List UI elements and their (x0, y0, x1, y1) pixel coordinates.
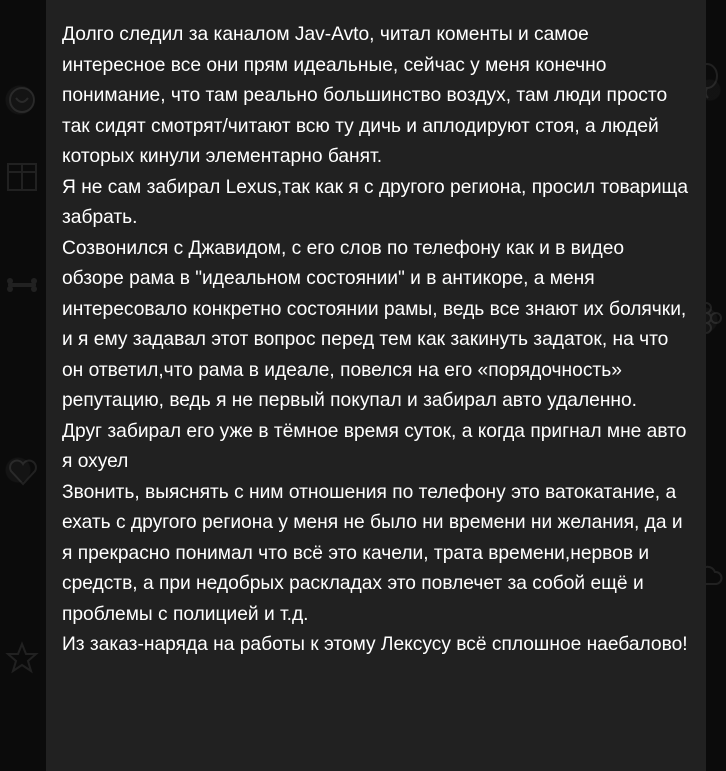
message-paragraph: Из заказ-наряда на работы к этому Лексусу всё сплошное наебалово! (62, 634, 688, 655)
doodle-icon (4, 80, 40, 120)
message-paragraph: Долго следил за каналом Jav-Avto, читал коменты и самое интересное все они прям идеальные, сейчас у меня конечно понимание, что там реально большинство воздух, там люди просто так сидят смотрят/читают всю ту дичь и аплодируют стоя, а людей которых кинули элементарно банят. (62, 24, 668, 167)
message-paragraph: Созвонился с Джавидом, с его слов по телефону как и в видео обзоре рама в "идеальном состоянии" и в антикоре, а меня интересовало конкретно состоянии рамы, ведь все знают их болячки, и я ему задавал этот вопрос перед тем как закинуть задаток, на что он ответил,что рама в идеале, повелся на его «порядочность» репутацию, ведь я не первый покупал и забирал авто удаленно. (62, 237, 687, 411)
heart-icon (6, 455, 40, 489)
message-text (62, 20, 690, 661)
message-paragraph: Я не сам забирал Lexus,так как я с другого региона, просил товарища забрать. (62, 176, 689, 228)
star-icon (4, 640, 40, 676)
message-paragraph: Звонить, выяснять с ним отношения по телефону это ватокатание, а ехать с другого региона у меня не было ни времени ни желания, да и я прекрасно понимал что всё это качели, трата времени,нервов и средств, а при недобрых раскладах это повлечет за собой ещё и проблемы с полицией и т.д. (62, 481, 683, 625)
gift-box-icon (2, 150, 42, 196)
bone-icon (4, 270, 40, 300)
message-paragraph: Друг забирал его уже в тёмное время суток, а когда пригнал мне авто я охуел (62, 420, 687, 472)
message-bubble[interactable] (46, 0, 706, 771)
